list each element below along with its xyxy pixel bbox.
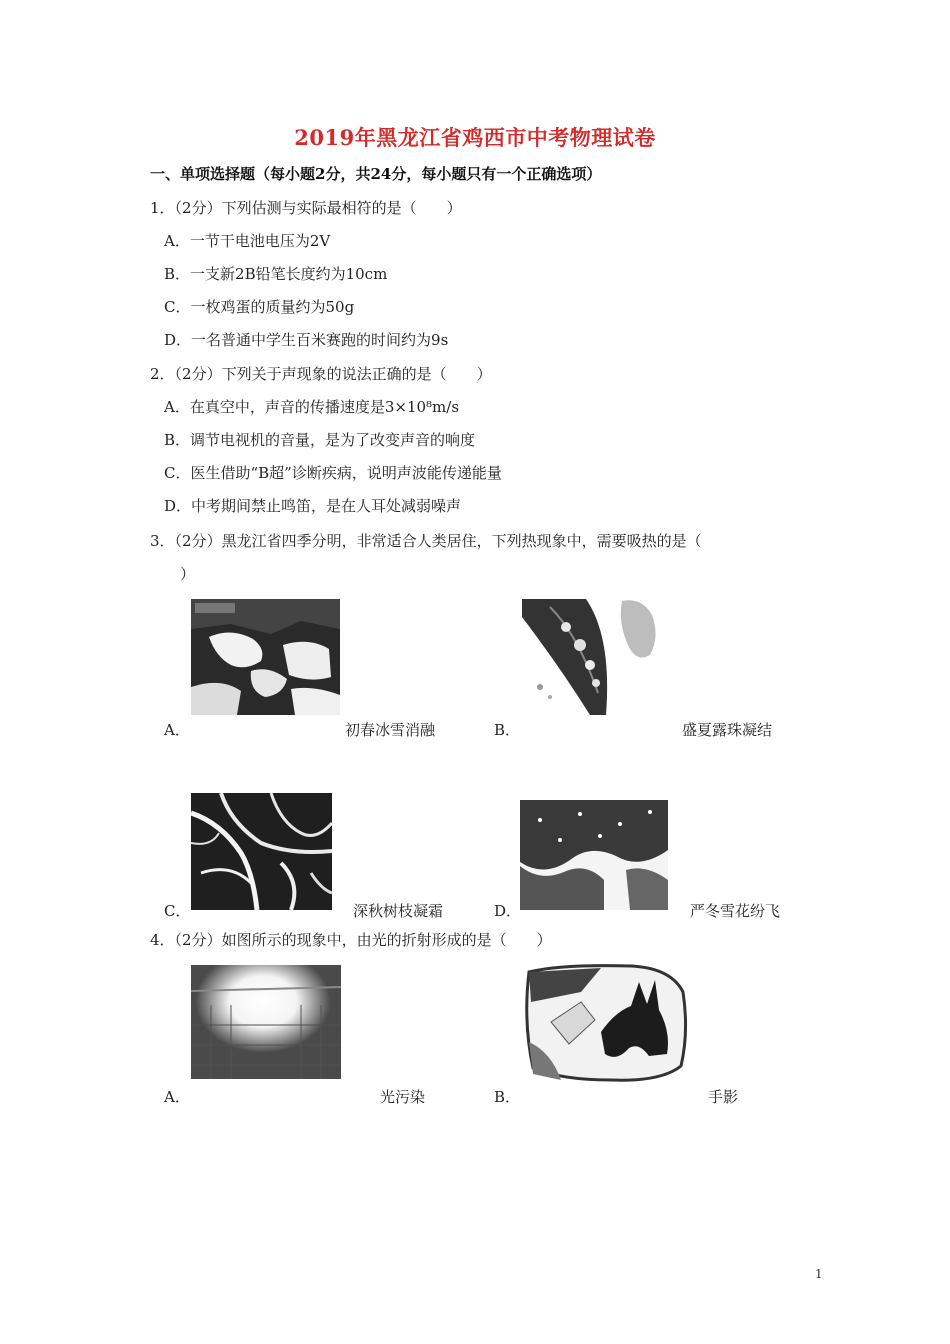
question-1-option-d[interactable]: D．一名普通中学生百米赛跑的时间约为9s	[164, 331, 449, 349]
question-1-option-c[interactable]: C．一枚鸡蛋的质量约为50g	[164, 298, 355, 316]
question-4-stem: 4．（2分）如图所示的现象中，由光的折射形成的是（ ）	[150, 931, 552, 949]
light-pollution-image[interactable]	[191, 965, 341, 1079]
hand-shadow-image[interactable]	[521, 962, 689, 1083]
question-3-stem-end: ）	[180, 565, 196, 583]
question-1-option-a[interactable]: A．一节干电池电压为2V	[164, 232, 331, 250]
question-4-choice-b-letter[interactable]: B．	[494, 1088, 521, 1106]
snowfall-image[interactable]	[520, 800, 668, 910]
page-number: 1	[815, 1267, 823, 1281]
question-2-stem: 2．（2分）下列关于声现象的说法正确的是（ ）	[150, 365, 492, 383]
question-2-option-d[interactable]: D．中考期间禁止鸣笛，是在人耳处减弱噪声	[164, 497, 462, 515]
question-3-choice-b-letter[interactable]: B．	[494, 721, 521, 739]
question-2-option-b[interactable]: B．调节电视机的音量，是为了改变声音的响度	[164, 431, 476, 449]
question-3-stem: 3．（2分）黑龙江省四季分明，非常适合人类居住，下列热现象中，需要吸热的是（	[150, 532, 702, 550]
question-3-choice-c-letter[interactable]: C．	[164, 902, 191, 920]
question-3-choice-d-caption: 严冬雪花纷飞	[690, 902, 781, 920]
question-1-stem: 1．（2分）下列估测与实际最相符的是（ ）	[150, 199, 462, 217]
page-title: 2019年黑龙江省鸡西市中考物理试卷	[294, 125, 656, 150]
section-heading: 一、单项选择题（每小题2分，共24分，每小题只有一个正确选项）	[150, 165, 602, 183]
question-4-choice-b-caption: 手影	[708, 1088, 739, 1106]
question-3-choice-a-letter[interactable]: A．	[164, 721, 190, 739]
question-4-choice-a-caption: 光污染	[380, 1088, 426, 1106]
question-3-choice-d-letter[interactable]: D．	[494, 902, 522, 920]
question-1-option-b[interactable]: B．一支新2B铅笔长度约为10cm	[164, 265, 388, 283]
frost-branches-image[interactable]	[191, 793, 332, 910]
melting-snow-image[interactable]	[191, 599, 340, 715]
question-3-choice-b-caption: 盛夏露珠凝结	[682, 721, 773, 739]
question-2-option-a[interactable]: A．在真空中，声音的传播速度是3×10⁸m/s	[164, 398, 460, 416]
dew-drops-image[interactable]	[520, 597, 662, 715]
question-4-choice-a-letter[interactable]: A．	[164, 1088, 190, 1106]
question-2-option-c[interactable]: C．医生借助“B超”诊断疾病，说明声波能传递能量	[164, 464, 502, 482]
question-3-choice-a-caption: 初春冰雪消融	[345, 721, 436, 739]
question-3-choice-c-caption: 深秋树枝凝霜	[353, 902, 444, 920]
